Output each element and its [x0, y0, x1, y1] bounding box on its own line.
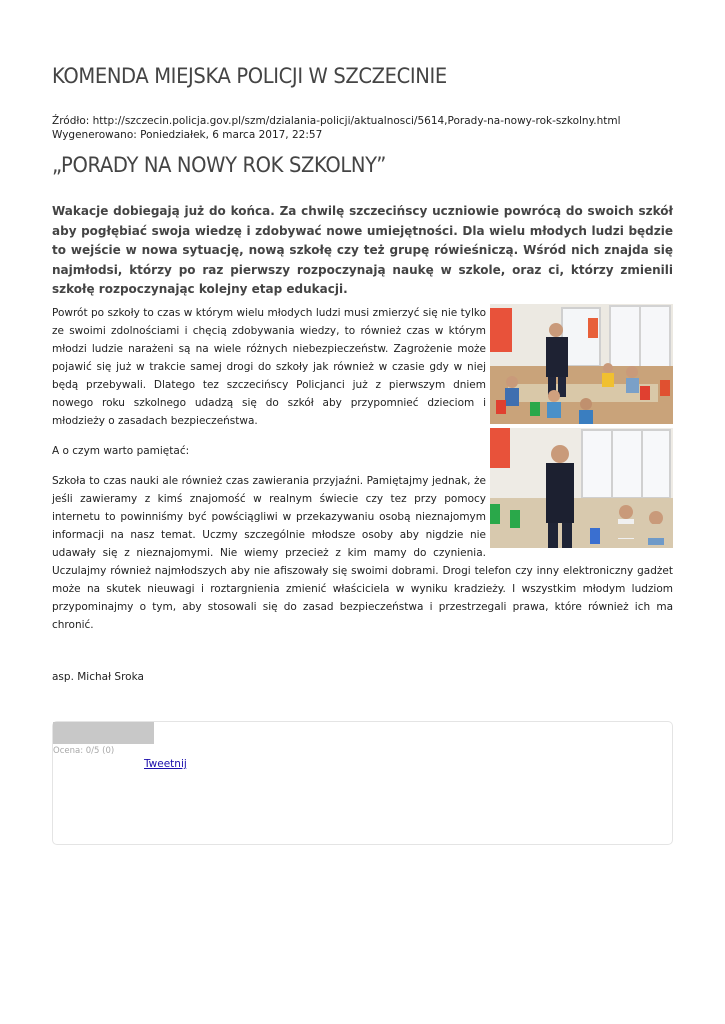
article-paragraph: A o czym warto pamiętać: — [52, 445, 190, 457]
article-paragraph: Szkoła to czas nauki ale również czas zawierania przyjaźni. Pamiętajmy jednak, że jeśli zawieramy z kimś znajomość w realnym świecie czy tez przy pomocy internetu to powinniśmy być powściągliwi w przekazywaniu osobą nieznajomym informacji na nasz temat. Uczmy szczególnie młodsze osoby aby nigdzie nie udawały się z nieznajomymi. Nie wiemy przecież z kim mamy do czynienia. Uczulajmy również najmłodszych aby nie afiszowały się swoimi dobrami. Drogi telefon czy inny elektroniczny gadżet może na skutek nieuwagi i roztargnienia zmienić właściciela w wyniku kradzieży. I wszystkim młodym ludziom przypominajmy o tym, aby stosowali się do zasad bezpieczeństwa i przestrzegali prawa, które również ich ma chronić. — [52, 475, 673, 631]
tweet-link[interactable]: Tweetnij — [144, 758, 187, 770]
article-lead: Wakacje dobiegają już do końca. Za chwilę szczecińscy uczniowie powrócą do swoich szkół aby pogłębiać swoja wiedzę i zdobywać nowe umiejętności. Dla wielu młodych ludzi będzie to wejście w nowa sytuację, nową szkołę czy też grupę rówieśniczą. Wśród nich znajda się najmłodsi, którzy po raz pierwszy rozpoczynają naukę w szkole, oraz ci, którzy zmienili szkołę rozpoczynając kolejny etap edukacji. — [52, 204, 673, 296]
rating-stars-bar[interactable] — [53, 722, 154, 744]
generated-line: Wygenerowano: Poniedziałek, 6 marca 2017, 22:57 — [52, 129, 323, 141]
rating-score: Ocena: 0/5 (0) — [53, 746, 115, 756]
source-line: Źródło: http://szczecin.policja.gov.pl/szm/dzialania-policji/aktualnosci/5614,Porady-na-nowy-rok-szkolny.html — [52, 115, 621, 127]
document-meta — [52, 114, 621, 142]
article-photo-classroom-2 — [490, 428, 673, 548]
site-title: KOMENDA MIEJSKA POLICJI W SZCZECINIE — [52, 64, 447, 88]
article-author: asp. Michał Sroka — [52, 671, 144, 683]
rating-box — [52, 721, 673, 845]
article-paragraph: Powrót po szkoły to czas w którym wielu młodych ludzi musi zmierzyć się nie tylko ze swoimi zdolnościami i chęcią zdobywania wiedzy, to również czas w którym młodzi ludzie narażeni są na wiele różnych niebezpieczeństw. Zagrożenie może pojawić się już w trakcie samej drogi do szkoły jak również w czasie gdy w niej będą przebywali. Dlatego tez szczecińscy Policjanci już z pierwszym dniem nowego roku szkolnego udadzą się do szkół aby przypomnieć dzieciom i młodzieży o zasadach bezpieczeństwa. — [52, 307, 486, 427]
article-title: „PORADY NA NOWY ROK SZKOLNY” — [52, 153, 387, 177]
article-photo-classroom-1 — [490, 304, 673, 424]
